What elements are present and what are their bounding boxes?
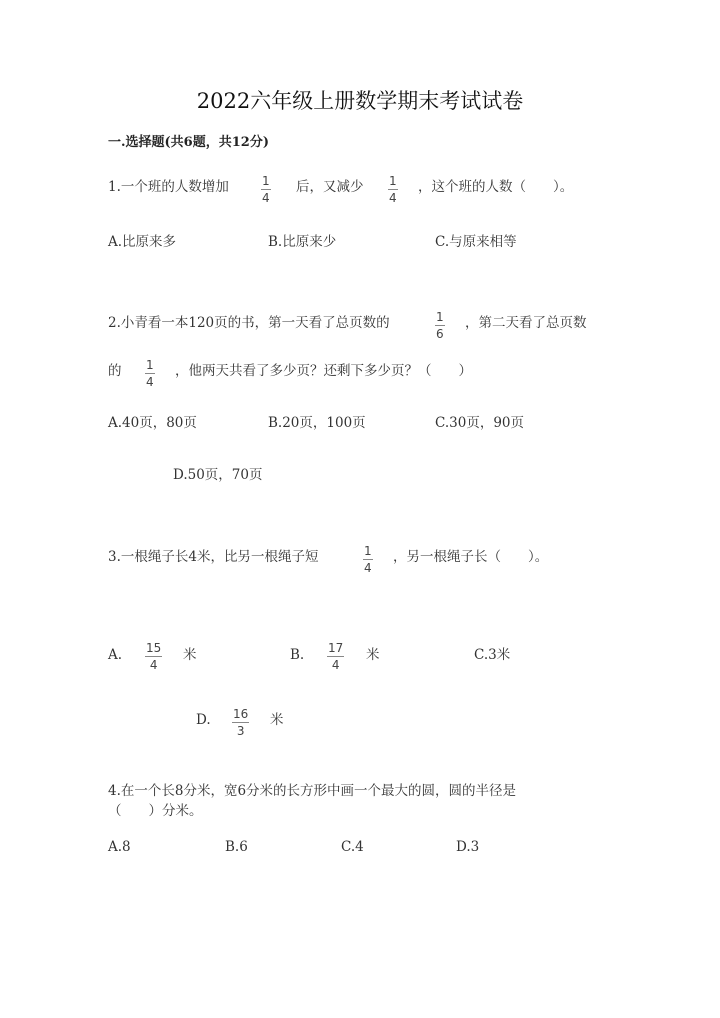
fraction: 1 6 [436, 310, 444, 341]
section-header: 一.选择题(共6题，共12分) [108, 135, 269, 150]
fraction: 1 4 [146, 358, 154, 389]
option-b-unit: 米 [366, 647, 380, 663]
question-2-line-2-head: 的 [108, 363, 122, 379]
option-b-prefix: B. [290, 647, 305, 663]
option-a-unit: 米 [183, 647, 197, 663]
option-c[interactable]: C.4 [341, 839, 364, 855]
option-c[interactable]: C.与原来相等 [435, 234, 517, 250]
option-d[interactable]: D.50页，70页 [173, 467, 263, 483]
question-3-text-tail: ，另一根绳子长（ ）。 [393, 549, 549, 565]
question-2-line-1-tail: ，第二天看了总页数 [465, 315, 587, 331]
option-c[interactable]: C.30页，90页 [435, 415, 524, 431]
page-title: 2022六年级上册数学期末考试试卷 [196, 89, 524, 113]
option-a[interactable]: A.40页，80页 [108, 415, 197, 431]
option-a[interactable]: A.比原来多 [108, 234, 177, 250]
question-4-line-2: （ ）分米。 [108, 803, 203, 819]
option-a-prefix: A. [108, 647, 123, 663]
fraction: 16 3 [233, 707, 249, 738]
option-d[interactable]: D.3 [456, 839, 480, 855]
option-b[interactable]: B.6 [225, 839, 248, 855]
option-c[interactable]: C.3米 [474, 647, 511, 663]
fraction: 1 4 [364, 544, 372, 575]
question-2-line-1: 2.小青看一本120页的书，第一天看了总页数的 [108, 315, 390, 331]
question-1-text-part-2: 后，又减少 [296, 179, 364, 195]
option-d-unit: 米 [270, 712, 284, 728]
question-4-line-1: 4.在一个长8分米，宽6分米的长方形中画一个最大的圆，圆的半径是 [108, 783, 517, 799]
fraction: 15 4 [146, 641, 162, 672]
option-b[interactable]: B.比原来少 [268, 234, 337, 250]
fraction: 1 4 [262, 174, 270, 205]
question-1-text-part-3: ，这个班的人数（ ）。 [418, 179, 574, 195]
fraction: 17 4 [328, 641, 344, 672]
option-b[interactable]: B.20页，100页 [268, 415, 366, 431]
option-a[interactable]: A.8 [108, 839, 131, 855]
question-2-line-2-tail: ，他两天共看了多少页？还剩下多少页？（ ） [175, 363, 472, 379]
fraction: 1 4 [389, 174, 397, 205]
question-3-text-head: 3.一根绳子长4米，比另一根绳子短 [108, 549, 319, 565]
option-d-prefix: D. [196, 712, 211, 728]
question-1-text-part-1: 1.一个班的人数增加 [108, 179, 229, 195]
